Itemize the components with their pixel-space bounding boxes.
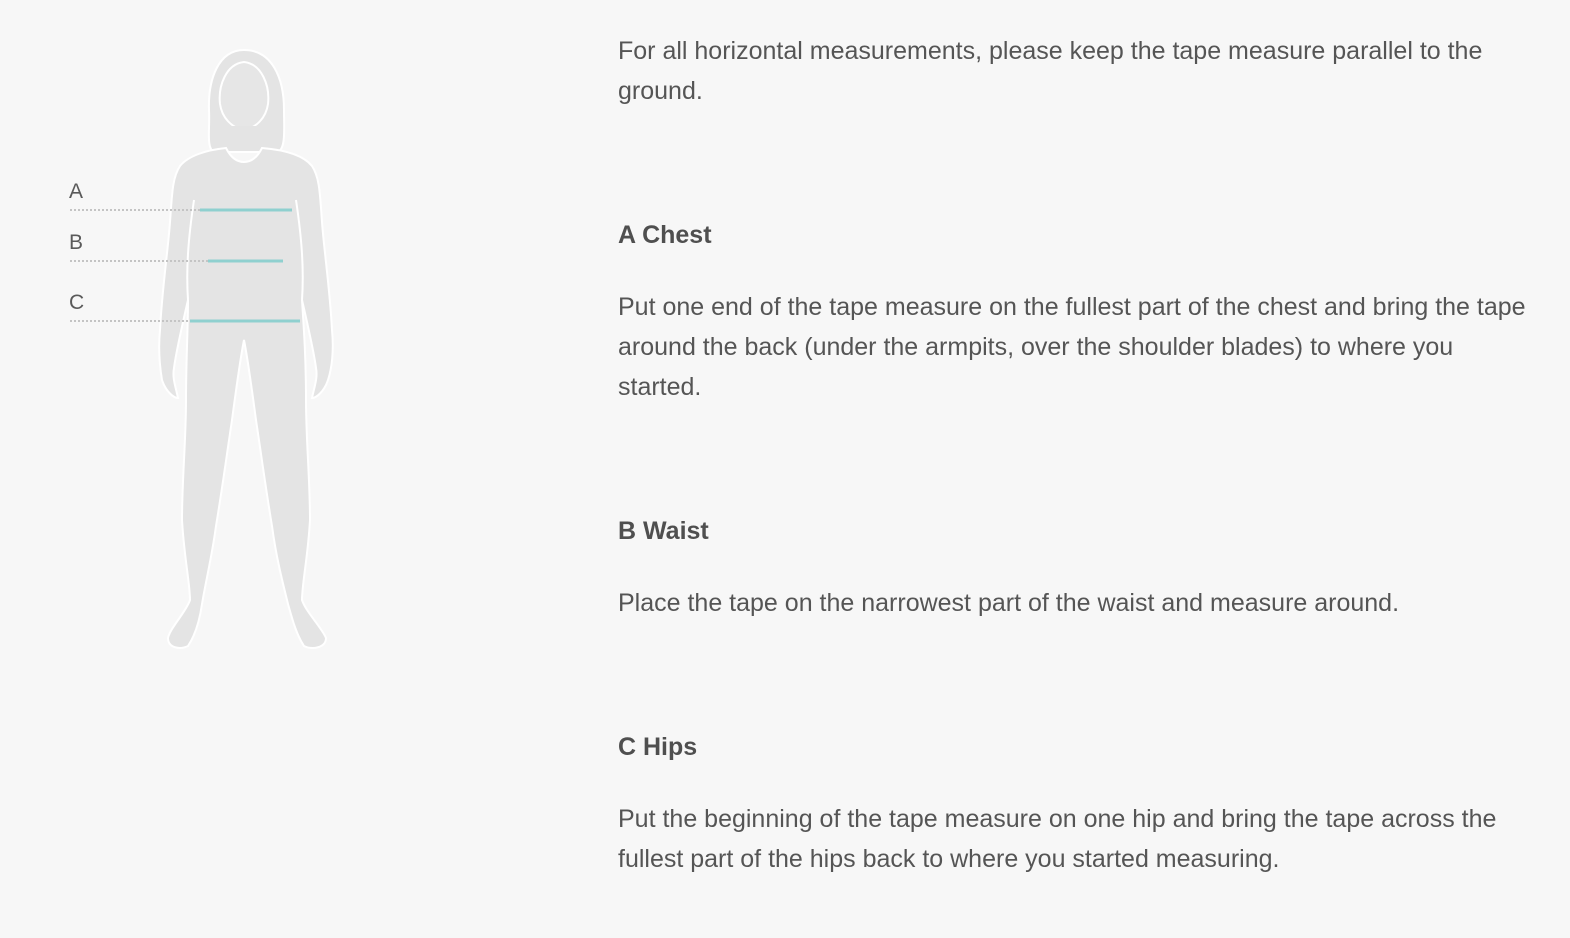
hips-section-body: Put the beginning of the tape measure on one hip and bring the tape across the fullest part of the hips back to where you started measuring.	[618, 805, 1497, 873]
female-silhouette-illustration	[0, 0, 560, 700]
marker-label-c: C	[69, 291, 85, 314]
waist-section-body: Place the tape on the narrowest part of the waist and measure around.	[618, 589, 1400, 617]
waist-section-title: B Waist	[618, 517, 709, 545]
hips-section-title: C Hips	[618, 733, 698, 761]
silhouette-face	[220, 62, 269, 130]
body-measurement-figure	[0, 0, 560, 700]
chest-section-body: Put one end of the tape measure on the fullest part of the chest and bring the tape around the back (under the armpits, over the shoulder blades) to where you started.	[618, 293, 1526, 401]
chest-section-title: A Chest	[618, 221, 712, 249]
marker-label-a: A	[69, 180, 84, 203]
silhouette-body	[159, 148, 333, 648]
silhouette-neck	[226, 126, 262, 150]
marker-label-b: B	[69, 231, 84, 254]
intro-text: For all horizontal measurements, please keep the tape measure parallel to the ground.	[618, 37, 1483, 105]
